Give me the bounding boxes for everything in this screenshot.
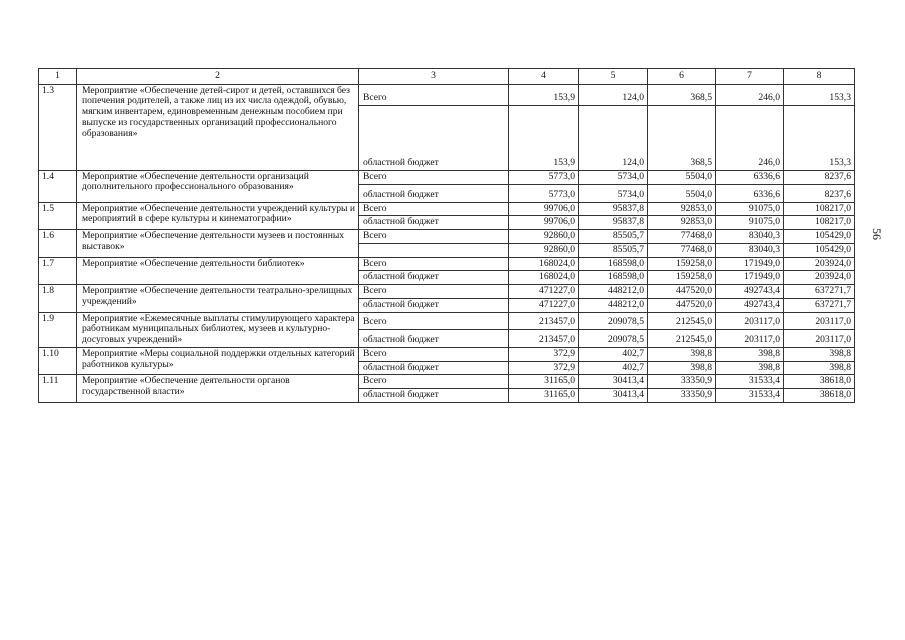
value-cell: 5773,0 bbox=[509, 170, 579, 184]
value-cell: 91075,0 bbox=[716, 202, 784, 216]
funding-source: Всего bbox=[359, 312, 509, 330]
value-cell: 209078,5 bbox=[579, 330, 648, 348]
value-cell: 33350,9 bbox=[648, 389, 716, 403]
row-code: 1.11 bbox=[39, 375, 77, 402]
value-cell: 99706,0 bbox=[509, 216, 579, 230]
value-cell: 168024,0 bbox=[509, 271, 579, 285]
value-cell: 31165,0 bbox=[509, 389, 579, 403]
budget-table bbox=[38, 68, 855, 403]
header-cell: 4 bbox=[509, 69, 579, 85]
row-code: 1.4 bbox=[39, 170, 77, 202]
value-cell: 92860,0 bbox=[509, 230, 579, 244]
row-description: Мероприятие «Меры социальной поддержки отдельных категорий работников культуры» bbox=[77, 347, 359, 374]
value-cell: 492743,4 bbox=[716, 285, 784, 299]
header-cell: 5 bbox=[579, 69, 648, 85]
header-cell: 3 bbox=[359, 69, 509, 85]
value-cell: 91075,0 bbox=[716, 216, 784, 230]
value-cell: 92853,0 bbox=[648, 216, 716, 230]
table-row bbox=[39, 84, 855, 105]
value-cell: 38618,0 bbox=[784, 389, 855, 403]
value-cell: 448212,0 bbox=[579, 298, 648, 312]
value-cell: 471227,0 bbox=[509, 298, 579, 312]
value-cell: 492743,4 bbox=[716, 298, 784, 312]
funding-source: областной бюджет bbox=[359, 298, 509, 312]
table-row bbox=[39, 375, 855, 389]
funding-source: Всего bbox=[359, 170, 509, 184]
value-cell: 398,8 bbox=[784, 361, 855, 375]
value-cell: 447520,0 bbox=[648, 285, 716, 299]
value-cell: 159258,0 bbox=[648, 271, 716, 285]
funding-source: Всего bbox=[359, 347, 509, 361]
table-row bbox=[39, 257, 855, 271]
value-cell: 471227,0 bbox=[509, 285, 579, 299]
row-description: Мероприятие «Обеспечение деятельности театрально-зрелищных учреждений» bbox=[77, 285, 359, 312]
value-cell: 5504,0 bbox=[648, 170, 716, 184]
header-cell: 1 bbox=[39, 69, 77, 85]
header-cell: 2 bbox=[77, 69, 359, 85]
value-cell: 398,8 bbox=[784, 347, 855, 361]
header-cell: 7 bbox=[716, 69, 784, 85]
funding-source: областной бюджет bbox=[359, 361, 509, 375]
page-number: 56 bbox=[870, 228, 884, 240]
row-code: 1.6 bbox=[39, 230, 77, 257]
value-cell: 168598,0 bbox=[579, 257, 648, 271]
value-cell: 402,7 bbox=[579, 361, 648, 375]
value-cell: 105429,0 bbox=[784, 243, 855, 257]
value-cell: 92853,0 bbox=[648, 202, 716, 216]
row-description: Мероприятие «Обеспечение деятельности библиотек» bbox=[77, 257, 359, 284]
funding-source: Всего bbox=[359, 202, 509, 216]
value-cell: 8237,6 bbox=[784, 184, 855, 202]
value-cell: 95837,8 bbox=[579, 216, 648, 230]
value-cell: 30413,4 bbox=[579, 389, 648, 403]
value-cell: 31533,4 bbox=[716, 375, 784, 389]
funding-source: Всего bbox=[359, 375, 509, 389]
value-cell: 95837,8 bbox=[579, 202, 648, 216]
value-cell: 203924,0 bbox=[784, 271, 855, 285]
value-cell: 38618,0 bbox=[784, 375, 855, 389]
row-description: Мероприятие «Обеспечение деятельности органов государственной власти» bbox=[77, 375, 359, 402]
funding-source: областной бюджет bbox=[359, 216, 509, 230]
value-cell: 447520,0 bbox=[648, 298, 716, 312]
funding-source bbox=[359, 243, 509, 257]
value-cell: 153,3 bbox=[784, 84, 855, 105]
value-cell: 246,0 bbox=[716, 105, 784, 170]
value-cell: 8237,6 bbox=[784, 170, 855, 184]
value-cell: 372,9 bbox=[509, 361, 579, 375]
value-cell: 159258,0 bbox=[648, 257, 716, 271]
funding-source: Всего bbox=[359, 257, 509, 271]
value-cell: 398,8 bbox=[716, 347, 784, 361]
value-cell: 637271,7 bbox=[784, 285, 855, 299]
value-cell: 5773,0 bbox=[509, 184, 579, 202]
value-cell: 203117,0 bbox=[716, 312, 784, 330]
value-cell: 108217,0 bbox=[784, 216, 855, 230]
value-cell: 398,8 bbox=[648, 347, 716, 361]
funding-source: областной бюджет bbox=[359, 330, 509, 348]
value-cell: 398,8 bbox=[716, 361, 784, 375]
value-cell: 402,7 bbox=[579, 347, 648, 361]
value-cell: 203117,0 bbox=[784, 312, 855, 330]
value-cell: 168598,0 bbox=[579, 271, 648, 285]
value-cell: 246,0 bbox=[716, 84, 784, 105]
value-cell: 77468,0 bbox=[648, 230, 716, 244]
value-cell: 212545,0 bbox=[648, 312, 716, 330]
row-code: 1.7 bbox=[39, 257, 77, 284]
value-cell: 203924,0 bbox=[784, 257, 855, 271]
value-cell: 108217,0 bbox=[784, 202, 855, 216]
value-cell: 153,9 bbox=[509, 84, 579, 105]
value-cell: 398,8 bbox=[648, 361, 716, 375]
value-cell: 5734,0 bbox=[579, 170, 648, 184]
table-row bbox=[39, 347, 855, 361]
header-row bbox=[39, 69, 855, 85]
funding-source: областной бюджет bbox=[359, 271, 509, 285]
value-cell: 5734,0 bbox=[579, 184, 648, 202]
table-row bbox=[39, 170, 855, 184]
row-code: 1.9 bbox=[39, 312, 77, 347]
funding-source: областной бюджет bbox=[359, 105, 509, 170]
value-cell: 83040,3 bbox=[716, 230, 784, 244]
value-cell: 83040,3 bbox=[716, 243, 784, 257]
header-cell: 8 bbox=[784, 69, 855, 85]
table-row bbox=[39, 230, 855, 244]
value-cell: 171949,0 bbox=[716, 257, 784, 271]
funding-source: Всего bbox=[359, 285, 509, 299]
row-code: 1.8 bbox=[39, 285, 77, 312]
value-cell: 92860,0 bbox=[509, 243, 579, 257]
value-cell: 213457,0 bbox=[509, 330, 579, 348]
value-cell: 31533,4 bbox=[716, 389, 784, 403]
value-cell: 209078,5 bbox=[579, 312, 648, 330]
funding-source: областной бюджет bbox=[359, 184, 509, 202]
value-cell: 85505,7 bbox=[579, 243, 648, 257]
value-cell: 124,0 bbox=[579, 84, 648, 105]
value-cell: 153,3 bbox=[784, 105, 855, 170]
value-cell: 637271,7 bbox=[784, 298, 855, 312]
value-cell: 368,5 bbox=[648, 105, 716, 170]
value-cell: 153,9 bbox=[509, 105, 579, 170]
table-row bbox=[39, 285, 855, 299]
value-cell: 30413,4 bbox=[579, 375, 648, 389]
value-cell: 168024,0 bbox=[509, 257, 579, 271]
funding-source: Всего bbox=[359, 230, 509, 244]
value-cell: 99706,0 bbox=[509, 202, 579, 216]
row-code: 1.10 bbox=[39, 347, 77, 374]
value-cell: 448212,0 bbox=[579, 285, 648, 299]
value-cell: 203117,0 bbox=[784, 330, 855, 348]
funding-source: Всего bbox=[359, 84, 509, 105]
value-cell: 171949,0 bbox=[716, 271, 784, 285]
row-code: 1.5 bbox=[39, 202, 77, 229]
row-description: Мероприятие «Обеспечение деятельности музеев и постоянных выставок» bbox=[77, 230, 359, 257]
row-description: Мероприятие «Ежемесячные выплаты стимулирующего характера работникам муниципальных библиотек, музеев и культурно-досуговых учреждений» bbox=[77, 312, 359, 347]
value-cell: 212545,0 bbox=[648, 330, 716, 348]
value-cell: 213457,0 bbox=[509, 312, 579, 330]
value-cell: 85505,7 bbox=[579, 230, 648, 244]
table-row bbox=[39, 312, 855, 330]
funding-source: областной бюджет bbox=[359, 389, 509, 403]
header-cell: 6 bbox=[648, 69, 716, 85]
table-row bbox=[39, 202, 855, 216]
value-cell: 6336,6 bbox=[716, 184, 784, 202]
row-description: Мероприятие «Обеспечение детей-сирот и детей, оставшихся без попечения родителей, а также лиц из их числа одеждой, обувью, мягким инвентарем, единовременным денежным пособием при выпуске из государственных организаций профессионального образования» bbox=[77, 84, 359, 170]
value-cell: 77468,0 bbox=[648, 243, 716, 257]
value-cell: 372,9 bbox=[509, 347, 579, 361]
value-cell: 33350,9 bbox=[648, 375, 716, 389]
value-cell: 31165,0 bbox=[509, 375, 579, 389]
value-cell: 203117,0 bbox=[716, 330, 784, 348]
row-code: 1.3 bbox=[39, 84, 77, 170]
row-description: Мероприятие «Обеспечение деятельности учреждений культуры и мероприятий в сфере культуры и кинематографии» bbox=[77, 202, 359, 229]
value-cell: 124,0 bbox=[579, 105, 648, 170]
value-cell: 6336,6 bbox=[716, 170, 784, 184]
row-description: Мероприятие «Обеспечение деятельности организаций дополнительного профессионального образования» bbox=[77, 170, 359, 202]
value-cell: 105429,0 bbox=[784, 230, 855, 244]
value-cell: 368,5 bbox=[648, 84, 716, 105]
value-cell: 5504,0 bbox=[648, 184, 716, 202]
